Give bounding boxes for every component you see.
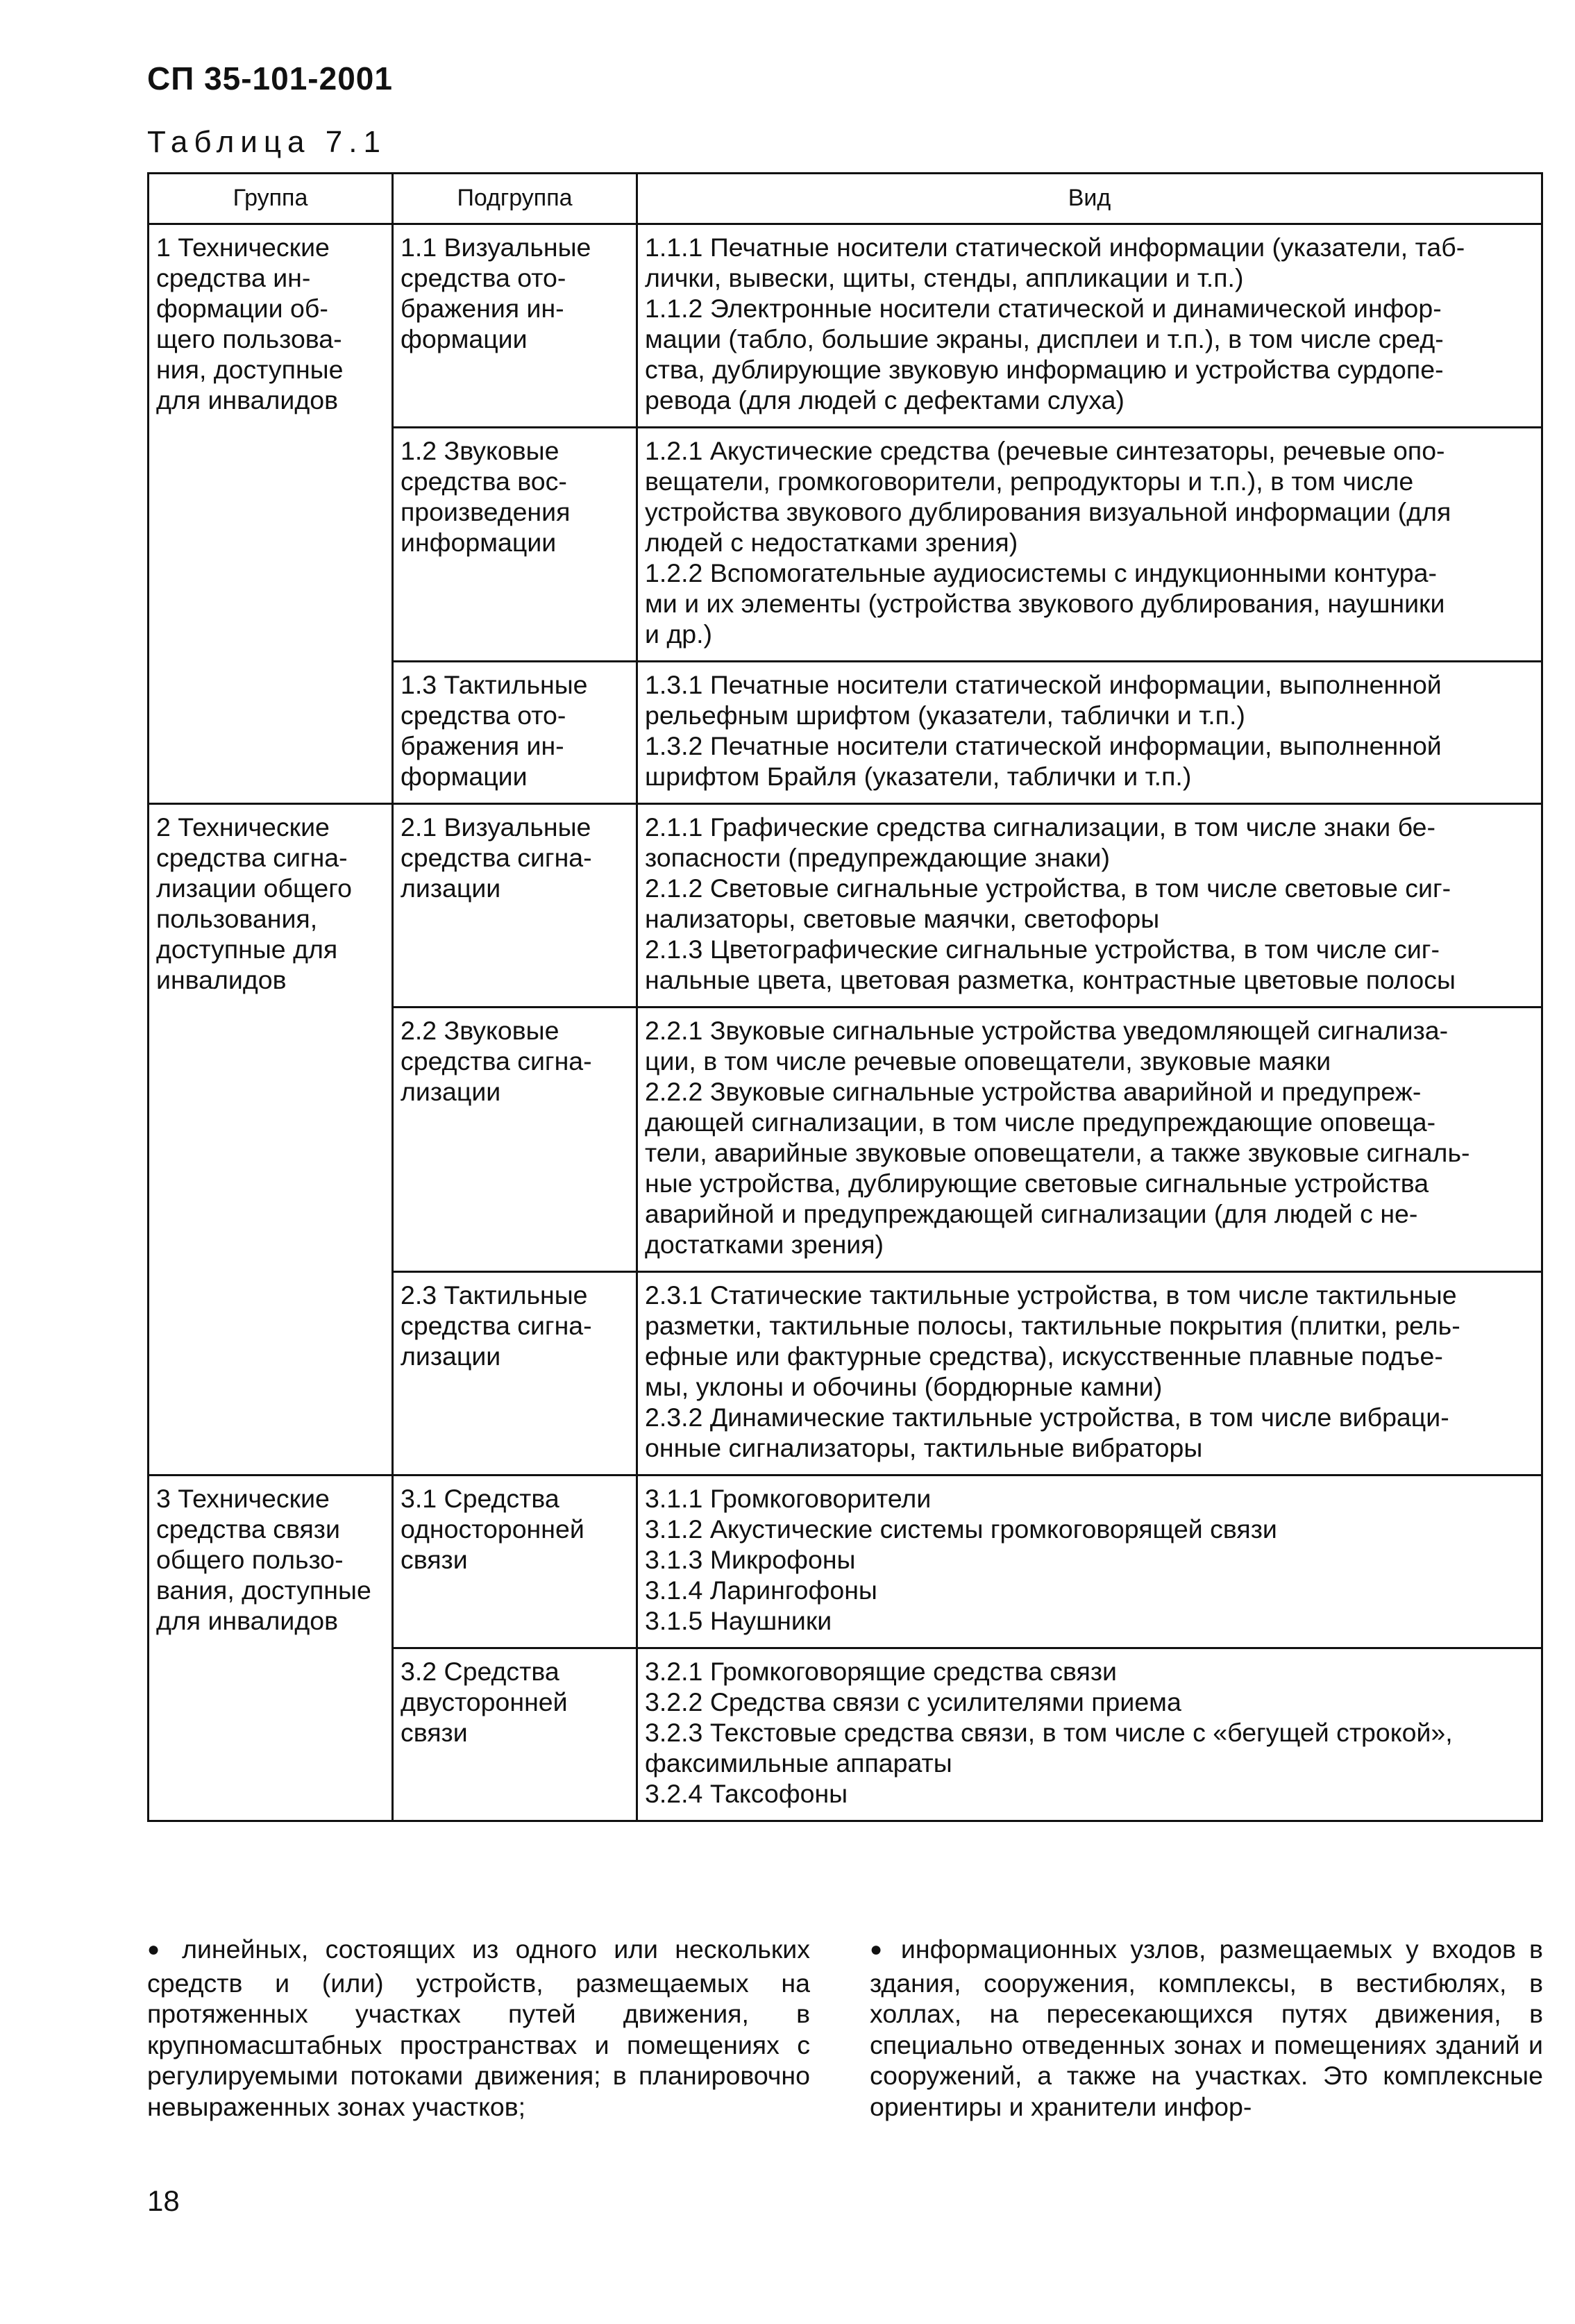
type-cell xyxy=(637,662,1542,804)
group-label-line: формации об- xyxy=(156,294,328,323)
subgroup-label-line: формации xyxy=(401,762,528,791)
subgroup-label-line: средства вос- xyxy=(401,467,567,496)
body-text-left-column xyxy=(147,1934,810,2122)
type-cell xyxy=(637,224,1542,428)
type-item-line: ные устройства, дублирующие световые сигнальные устройства xyxy=(645,1169,1429,1198)
type-item-line: 1.3.1 Печатные носители статической информации, выполненной xyxy=(645,670,1442,699)
page-number: 18 xyxy=(147,2184,180,2217)
subgroup-cell xyxy=(393,224,637,428)
subgroup-label-line: лизации xyxy=(401,873,501,903)
group-label-line: пользования, xyxy=(156,904,318,933)
type-item-line: 3.2.2 Средства связи с усилителями приема xyxy=(645,1687,1181,1716)
type-item-line: 2.2.1 Звуковые сигнальные устройства уведомляющей сигнализа- xyxy=(645,1016,1449,1045)
type-item-line: дающей сигнализации, в том числе предупреждающие оповеща- xyxy=(645,1107,1436,1137)
subgroup-label-line: средства ото- xyxy=(401,701,566,730)
group-label-line: ния, доступные xyxy=(156,355,344,384)
type-cell xyxy=(637,1272,1542,1476)
group-label-line: вания, доступные xyxy=(156,1575,371,1605)
type-item-line: 3.2.1 Громкоговорящие средства связи xyxy=(645,1657,1117,1686)
group-label-line: 1 Технические xyxy=(156,233,330,262)
group-label-line: доступные для xyxy=(156,935,338,964)
type-item-line: 1.1.2 Электронные носители статической и динамической инфор- xyxy=(645,294,1442,323)
group-cell xyxy=(149,1476,393,1821)
group-label-line: лизации общего xyxy=(156,873,353,903)
group-label-line: инвалидов xyxy=(156,965,287,994)
type-item-line: достатками зрения) xyxy=(645,1230,884,1259)
type-item-line: 2.3.2 Динамические тактильные устройства, в том числе вибраци- xyxy=(645,1403,1449,1432)
type-item-line: мации (табло, большие экраны, дисплеи и т.п.), в том числе сред- xyxy=(645,324,1444,353)
type-item-line: рельефным шрифтом (указатели, таблички и т.п.) xyxy=(645,701,1245,730)
type-item-line: 1.2.2 Вспомогательные аудиосистемы с индукционными контура- xyxy=(645,558,1438,587)
subgroup-cell xyxy=(393,1272,637,1476)
type-item-line: 3.2.3 Текстовые средства связи, в том числе с «бегущей строкой», xyxy=(645,1718,1453,1747)
type-item-line: нализаторы, световые маячки, светофоры xyxy=(645,904,1160,933)
type-item-line: вещатели, громкоговорители, репродукторы и т.п.), в том числе xyxy=(645,467,1414,496)
subgroup-label-line: 1.2 Звуковые xyxy=(401,436,559,465)
subgroup-label-line: связи xyxy=(401,1545,468,1574)
type-cell xyxy=(637,1648,1542,1821)
subgroup-label-line: 2.2 Звуковые xyxy=(401,1016,559,1045)
subgroup-label-line: односторонней xyxy=(401,1514,584,1544)
subgroup-cell xyxy=(393,428,637,662)
subgroup-cell xyxy=(393,1476,637,1648)
header-group: Группа xyxy=(149,174,393,224)
type-item-line: онные сигнализаторы, тактильные вибраторы xyxy=(645,1433,1203,1462)
type-item-line: ревода (для людей с дефектами слуха) xyxy=(645,385,1125,415)
type-item-line: 3.1.5 Наушники xyxy=(645,1606,832,1635)
subgroup-cell xyxy=(393,804,637,1008)
subgroup-label-line: бражения ин- xyxy=(401,294,564,323)
subgroup-label-line: лизации xyxy=(401,1341,501,1371)
type-item-line: факсимильные аппараты xyxy=(645,1748,952,1778)
type-item-line: 3.2.4 Таксофоны xyxy=(645,1779,848,1808)
type-item-line: 3.1.3 Микрофоны xyxy=(645,1545,856,1574)
type-item-line: 2.3.1 Статические тактильные устройства, в том числе тактильные xyxy=(645,1280,1457,1310)
group-label-line: средства связи xyxy=(156,1514,340,1544)
group-label-line: для инвалидов xyxy=(156,385,338,415)
subgroup-label-line: 1.3 Тактильные xyxy=(401,670,588,699)
body-text-right-column xyxy=(870,1934,1543,2122)
subgroup-label-line: информации xyxy=(401,528,557,557)
subgroup-label-line: формации xyxy=(401,324,528,353)
type-item-line: ефные или фактурные средства), искусственные плавные подъе- xyxy=(645,1341,1443,1371)
type-item-line: ства, дублирующие звуковую информацию и устройства сурдопе- xyxy=(645,355,1444,384)
subgroup-label-line: средства сигна- xyxy=(401,1046,592,1076)
subgroup-cell xyxy=(393,1648,637,1821)
type-item-line: ми и их элементы (устройства звукового дублирования, наушники xyxy=(645,589,1445,618)
type-item-line: нальные цвета, цветовая разметка, контрастные цветовые полосы xyxy=(645,965,1456,994)
group-label-line: щего пользова- xyxy=(156,324,342,353)
classification-table xyxy=(147,172,1543,1822)
subgroup-label-line: двусторонней xyxy=(401,1687,568,1716)
subgroup-cell xyxy=(393,1008,637,1272)
type-item-line: разметки, тактильные полосы, тактильные покрытия (плитки, рель- xyxy=(645,1311,1460,1340)
table-header-row xyxy=(149,174,1542,224)
group-cell xyxy=(149,224,393,804)
type-item-line: 2.2.2 Звуковые сигнальные устройства аварийной и предупреж- xyxy=(645,1077,1422,1106)
type-item-line: 2.1.1 Графические средства сигнализации, в том числе знаки бе- xyxy=(645,812,1436,842)
type-item-line: мы, уклоны и обочины (бордюрные камни) xyxy=(645,1372,1163,1401)
table-caption: Таблица 7.1 xyxy=(147,125,387,159)
subgroup-label-line: средства сигна- xyxy=(401,843,592,872)
type-item-line: людей с недостатками зрения) xyxy=(645,528,1018,557)
subgroup-cell xyxy=(393,662,637,804)
type-item-line: и др.) xyxy=(645,619,713,649)
subgroup-label-line: 2.1 Визуальные xyxy=(401,812,591,842)
subgroup-label-line: 1.1 Визуальные xyxy=(401,233,591,262)
bullet-icon: ● xyxy=(870,1938,888,1961)
bullet-icon: ● xyxy=(147,1938,170,1961)
group-label-line: средства ин- xyxy=(156,263,311,292)
type-cell xyxy=(637,1476,1542,1648)
type-cell xyxy=(637,804,1542,1008)
group-cell xyxy=(149,804,393,1476)
subgroup-label-line: лизации xyxy=(401,1077,501,1106)
group-label-line: средства сигна- xyxy=(156,843,348,872)
subgroup-label-line: бражения ин- xyxy=(401,731,564,760)
type-item-line: 3.1.4 Ларингофоны xyxy=(645,1575,877,1605)
subgroup-label-line: 3.2 Средства xyxy=(401,1657,559,1686)
header-subgroup: Подгруппа xyxy=(393,174,637,224)
group-label-line: общего пользо- xyxy=(156,1545,344,1574)
subgroup-label-line: 3.1 Средства xyxy=(401,1484,559,1513)
type-item-line: 1.1.1 Печатные носители статической информации (указатели, таб- xyxy=(645,233,1465,262)
table-row xyxy=(149,224,1542,428)
type-item-line: шрифтом Брайля (указатели, таблички и т.п.) xyxy=(645,762,1192,791)
type-item-line: 2.1.2 Световые сигнальные устройства, в том числе световые сиг- xyxy=(645,873,1451,903)
type-item-line: ции, в том числе речевые оповещатели, звуковые маяки xyxy=(645,1046,1331,1076)
body-text-right: информационных узлов, размещаемых у входов в здания, сооружения, комплексы, в вестибюлях, в холлах, на пересекающихся путях движения, в специально отведенных зонах и помещениях зданий и сооружений, а также на участках. Это комплексные ориентиры и хранители инфор- xyxy=(870,1934,1543,2121)
subgroup-label-line: средства ото- xyxy=(401,263,566,292)
type-item-line: тели, аварийные звуковые оповещатели, а также звуковые сигналь- xyxy=(645,1138,1470,1167)
type-item-line: устройства звукового дублирования визуальной информации (для xyxy=(645,497,1451,526)
table-row xyxy=(149,1476,1542,1648)
document-code: СП 35-101-2001 xyxy=(147,60,393,97)
subgroup-label-line: связи xyxy=(401,1718,468,1747)
type-item-line: зопасности (предупреждающие знаки) xyxy=(645,843,1110,872)
header-type: Вид xyxy=(637,174,1542,224)
type-cell xyxy=(637,1008,1542,1272)
type-item-line: 3.1.1 Громкоговорители xyxy=(645,1484,932,1513)
table-row xyxy=(149,804,1542,1008)
group-label-line: 2 Технические xyxy=(156,812,330,842)
type-item-line: 3.1.2 Акустические системы громкоговорящей связи xyxy=(645,1514,1277,1544)
type-item-line: 1.2.1 Акустические средства (речевые синтезаторы, речевые опо- xyxy=(645,436,1445,465)
subgroup-label-line: средства сигна- xyxy=(401,1311,592,1340)
group-label-line: 3 Технические xyxy=(156,1484,330,1513)
type-item-line: 1.3.2 Печатные носители статической информации, выполненной xyxy=(645,731,1442,760)
body-text-left: линейных, состоящих из одного или нескольких средств и (или) устройств, размещаемых на протяженных участках путей движения, в крупномасштабных пространствах и помещениях с регулируемыми потоками движения; в планировочно невыраженных зонах участков; xyxy=(147,1934,811,2121)
type-cell xyxy=(637,428,1542,662)
type-item-line: лички, вывески, щиты, стенды, аппликации и т.п.) xyxy=(645,263,1244,292)
group-label-line: для инвалидов xyxy=(156,1606,338,1635)
subgroup-label-line: 2.3 Тактильные xyxy=(401,1280,588,1310)
type-item-line: 2.1.3 Цветографические сигнальные устройства, в том числе сиг- xyxy=(645,935,1440,964)
subgroup-label-line: произведения xyxy=(401,497,571,526)
type-item-line: аварийной и предупреждающей сигнализации (для людей с не- xyxy=(645,1199,1418,1228)
